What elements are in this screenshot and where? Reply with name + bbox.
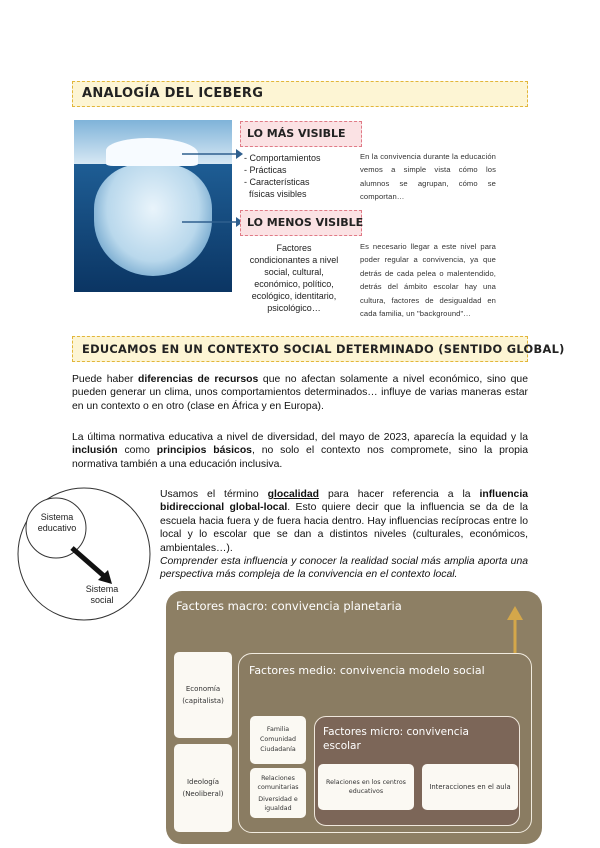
- list-item: condicionantes a nivel: [249, 255, 339, 265]
- list-item: - Características: [244, 177, 310, 187]
- macro-panel: Factores macro: convivencia planetaria: [166, 591, 542, 844]
- paragraph-normativa: La última normativa educativa a nivel de diversidad, del mayo de 2023, aparecía la equidad y la inclusión como principios básicos, no solo el contexto nos compromete, sino la propia normativa también a una educación inclusiva.: [72, 432, 529, 470]
- inner-circle-label: Sistema educativo: [37, 512, 77, 533]
- card-relaciones-diversidad: Relaciones comunitarias Diversidad e igualdad: [250, 768, 306, 818]
- list-item: - Prácticas: [244, 165, 287, 175]
- card-interacciones: Interacciones en el aula: [422, 764, 518, 810]
- label-less-visible: LO MENOS VISIBLE: [240, 210, 362, 236]
- card-ideologia: Ideología (Neoliberal): [174, 744, 232, 832]
- section-banner-context: [72, 336, 565, 362]
- card-relaciones-centros: Relaciones en los centros educativos: [318, 764, 414, 810]
- list-item: físicas visibles: [244, 189, 307, 199]
- card-familia: Familia Comunidad Ciudadanía: [250, 716, 306, 764]
- list-item: ecológico, identitario,: [251, 291, 337, 301]
- micro-panel: Factores micro: convivencia escolar: [314, 716, 520, 826]
- section-banner-iceberg: [72, 81, 528, 107]
- visible-list: [244, 152, 354, 200]
- list-item: psicológico…: [267, 303, 321, 313]
- label-most-visible: LO MÁS VISIBLE: [240, 121, 362, 147]
- paragraph-resources: Puede haber diferencias de recursos que no afectan solamente a nivel económico, sino que pueden generar un clima, unos comportamientos determinados… influye de varias maneras estar en un contexto o en otro (clase en África y en Europa).: [72, 374, 528, 412]
- section-title: ANALOGÍA DEL ICEBERG: [82, 86, 264, 101]
- paragraph-glocalidad: Usamos el término glocalidad para hacer referencia a la influencia bidireccional global-local. Esto quiere decir que la influencia se da de la escuela hacia fuera y de fuera hacia dentro. Hay influencias recíprocas entre lo local y lo escolar que se dan a distintos niveles (culturales, económicos, ambientales…). Comprender esta influencia y conocer la realidad social más amplia aporta una perspectiva más compleja de la convivencia en el contexto local.: [160, 489, 528, 581]
- medio-panel: Factores medio: convivencia modelo social: [238, 653, 532, 833]
- list-item: - Comportamientos: [244, 153, 321, 163]
- outer-circle-label: Sistema social: [85, 584, 119, 605]
- visible-description: En la convivencia durante la educación vemos a simple vista cómo los alumnos se agrupan, cómo se comportan…: [360, 152, 496, 202]
- list-item: Factores: [276, 243, 312, 253]
- connector-arrows: [180, 138, 244, 238]
- section-title: EDUCAMOS EN UN CONTEXTO SOCIAL DETERMINADO (SENTIDO GLOBAL): [82, 342, 565, 356]
- list-item: económico, político,: [254, 279, 334, 289]
- less-visible-list: [238, 242, 350, 314]
- less-visible-description: Es necesario llegar a este nivel para poder regular a convivencia, ya que detrás de cada pelea o malentendido, detrás del ámbito escolar hay una cultura, factores de desigualdad en cada familia, un "background"…: [360, 242, 496, 319]
- card-economia: Economía (capitalista): [174, 652, 232, 738]
- list-item: social, cultural,: [264, 267, 324, 277]
